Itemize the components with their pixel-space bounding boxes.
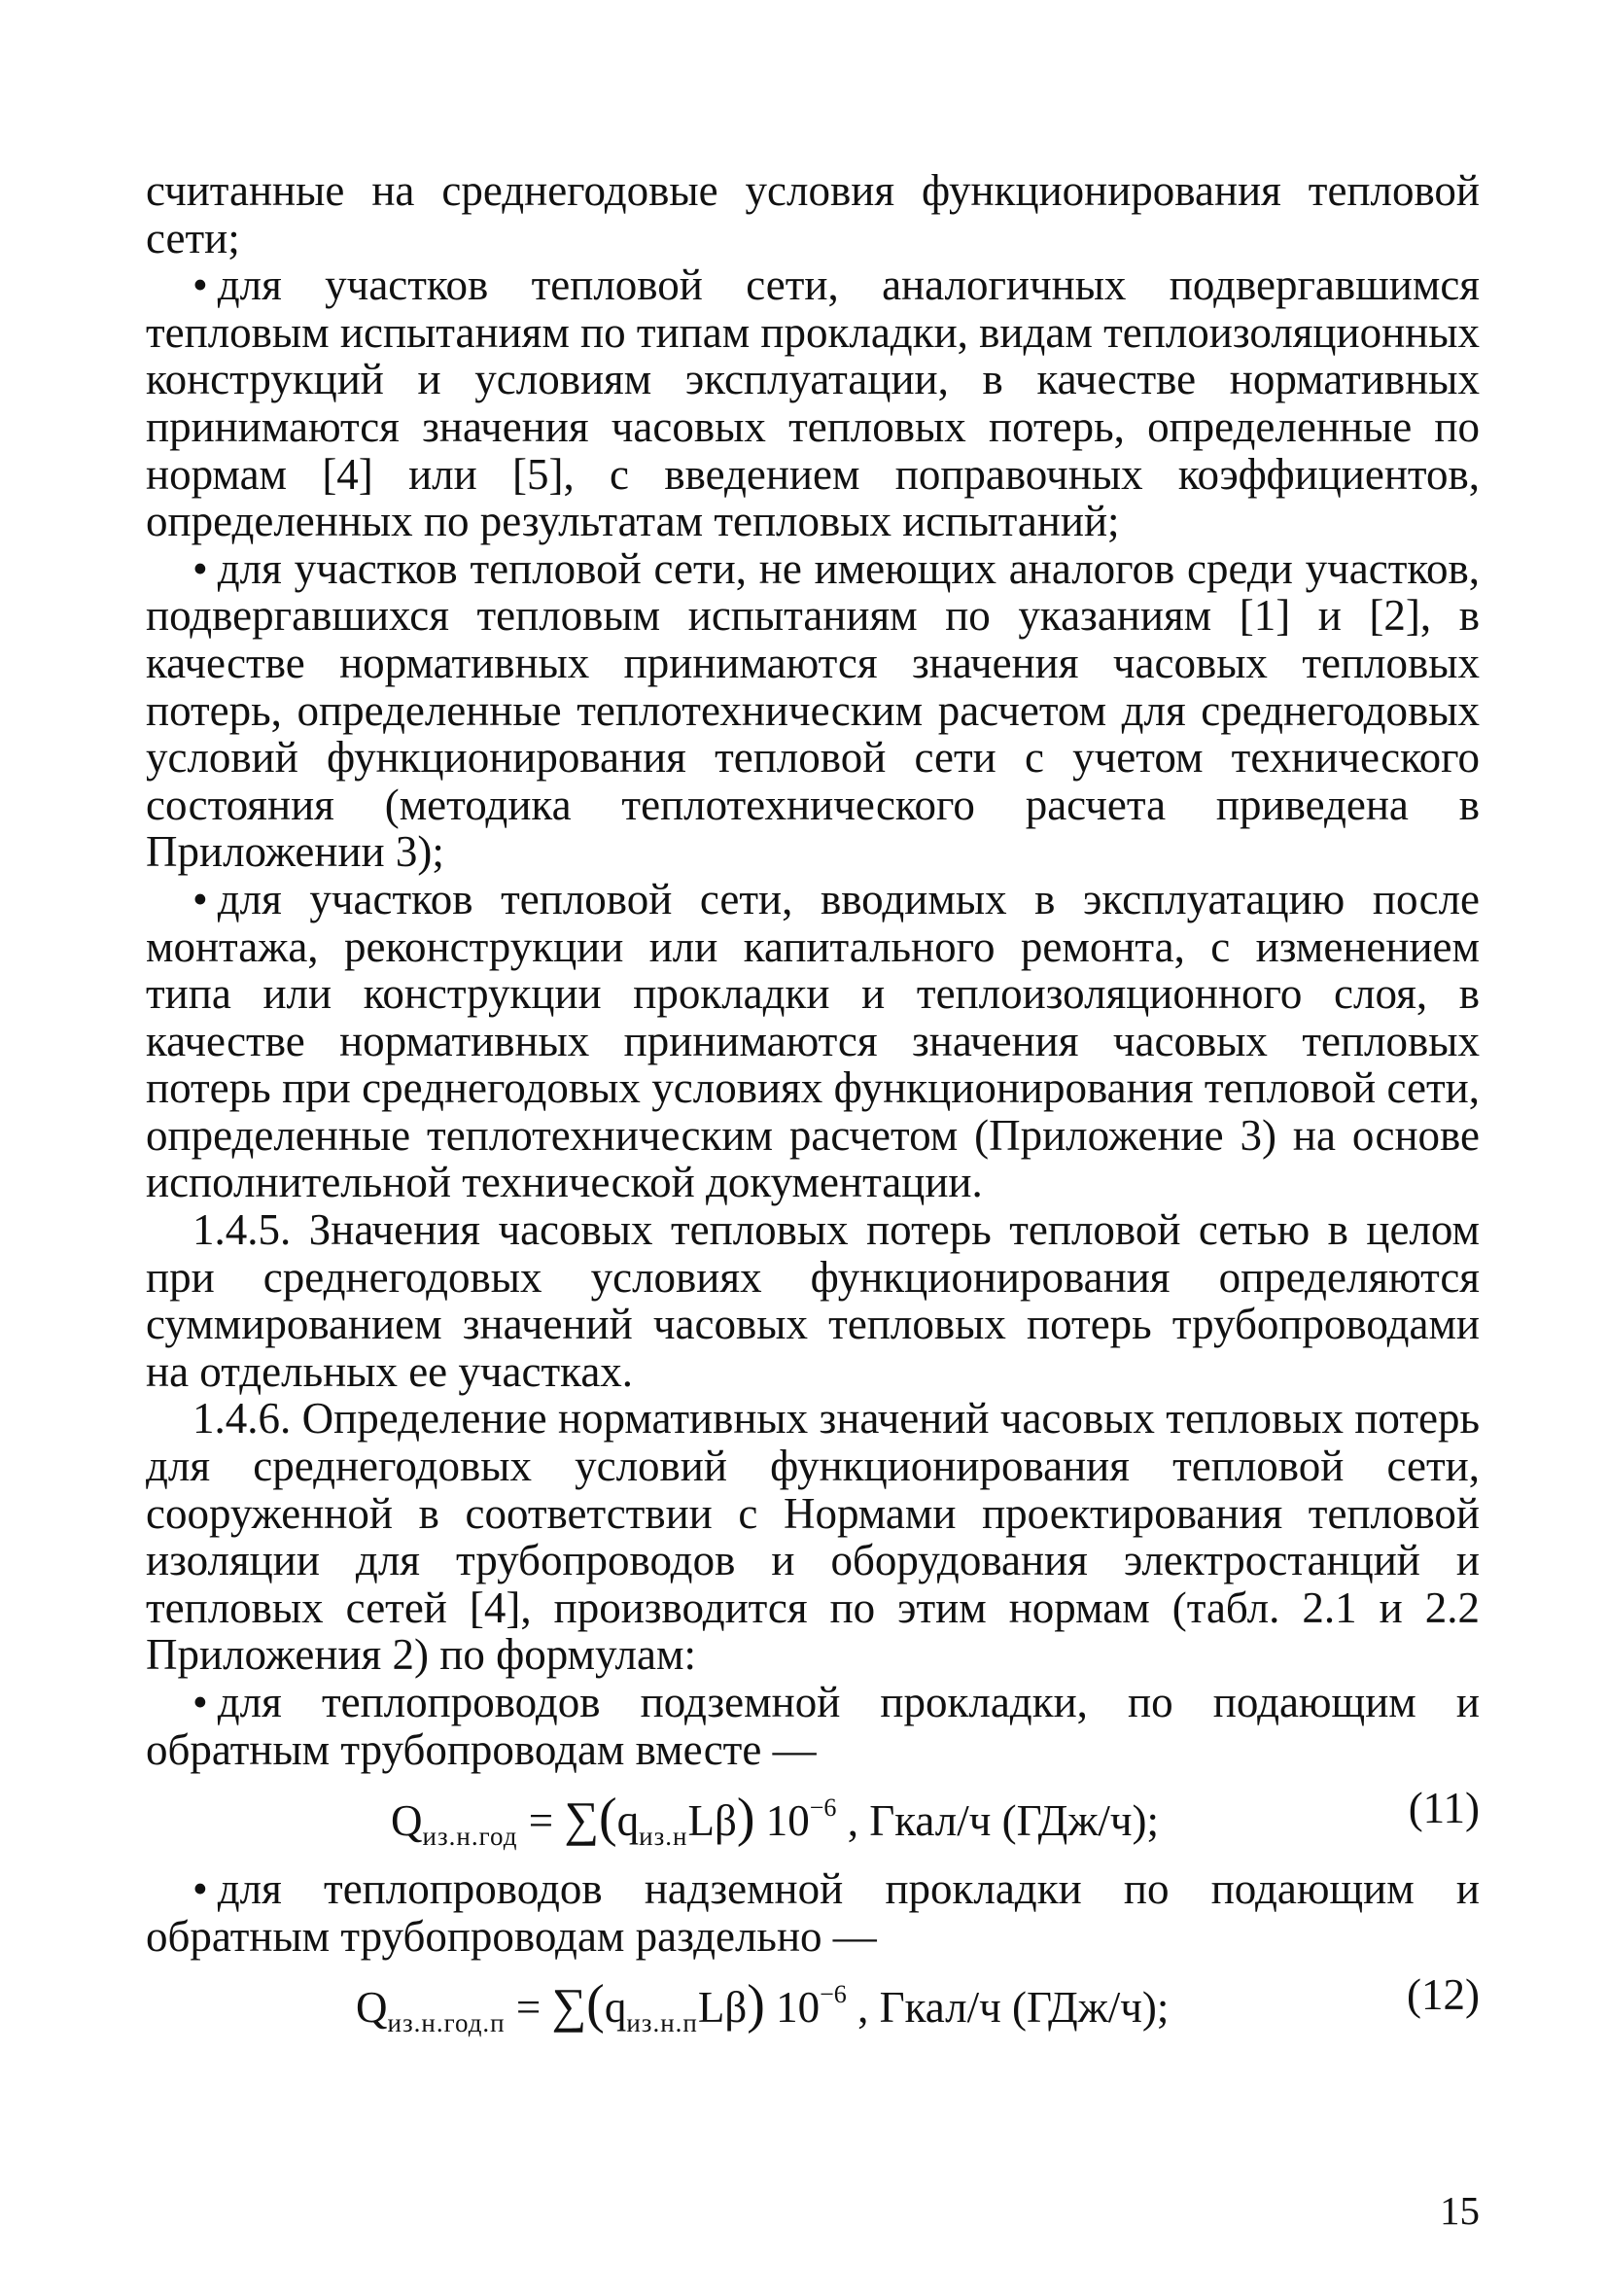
formula-power-base: 10	[776, 1983, 821, 2033]
formula-lhs-subscript: из.н.год	[422, 1822, 518, 1852]
formula-equals: =	[515, 1983, 542, 2033]
paragraph-1-4-6: 1.4.6. Определение нормативных значений часовых тепловых потерь для среднегодовых условий функционирования тепловой сети, сооруженной в соответствии с Нормами проектирования тепловой изоляции для трубопроводов и оборудования электростанций и тепловых сетей [4], производится по этим нормам (табл. 2.1 и 2.2 Приложения 2) по формулам:	[146, 1394, 1480, 1680]
bullet-item-no-analog-sections	[146, 545, 1480, 876]
bullet-text: для участков тепловой сети, аналогичных подвергавшимся тепловым испытаниям по типам прокладки, видам теплоизоляционных конструкций и условиям эксплуатации, в качестве нормативных принимаются значения часовых тепловых потерь, определенные по нормам [4] или [5], с введением поправочных коэффициентов, определенных по результатам тепловых испытаний;	[146, 261, 1480, 546]
formula-units: , Гкал/ч (ГДж/ч);	[857, 1983, 1170, 2033]
formula-number-12: (12)	[1407, 1970, 1480, 2020]
formula-number-11: (11)	[1408, 1784, 1480, 1833]
body-text	[146, 167, 1480, 2052]
sum-symbol: ∑	[551, 1978, 587, 2034]
open-paren: (	[598, 1788, 617, 1849]
formula-11	[391, 1785, 1159, 1861]
bullet-icon: •	[192, 874, 208, 923]
formula-12-row	[146, 1960, 1480, 2052]
bullet-item-new-sections	[146, 876, 1480, 1206]
paragraph-continuation: считанные на среднегодовые условия функционирования тепловой сети;	[146, 166, 1480, 262]
formula-11-row	[146, 1773, 1480, 1865]
close-paren: )	[736, 1788, 755, 1849]
formula-q-subscript: из.н	[639, 1822, 688, 1852]
bullet-item-aboveground	[146, 1865, 1480, 1960]
formula-factor: Lβ	[687, 1796, 737, 1846]
bullet-text: для участков тепловой сети, вводимых в эксплуатацию после монтажа, реконструкции или капитального ремонта, с изменением типа или конструкции прокладки и теплоизоляционного слоя, в качестве нормативных принимаются значения часовых тепловых потерь при среднегодовых условиях функционирования тепловой сети, определенные теплотехническим расчетом (Приложение 3) на основе исполнительной технической документации.	[146, 874, 1480, 1207]
formula-power-exponent: −6	[809, 1793, 837, 1823]
bullet-item-analog-sections	[146, 261, 1480, 545]
formula-q: q	[616, 1796, 640, 1846]
bullet-text: для теплопроводов подземной прокладки, по подающим и обратным трубопроводам вместе —	[146, 1678, 1480, 1774]
formula-lhs: Q	[391, 1796, 423, 1846]
bullet-icon: •	[192, 543, 208, 593]
formula-lhs-subscript: из.н.год.п	[387, 2008, 506, 2038]
formula-units: , Гкал/ч (ГДж/ч);	[847, 1796, 1160, 1846]
formula-equals: =	[528, 1796, 554, 1846]
paragraph-1-4-5: 1.4.5. Значения часовых тепловых потерь тепловой сетью в целом при среднегодовых условиях функционирования определяются суммированием значений часовых тепловых потерь трубопроводами на отдельных ее участках.	[146, 1205, 1480, 1396]
bullet-icon: •	[192, 1864, 208, 1914]
formula-q-subscript: из.н.п	[626, 2008, 698, 2038]
page-number: 15	[1440, 2188, 1480, 2233]
formula-lhs: Q	[356, 1983, 388, 2033]
formula-12	[356, 1971, 1169, 2047]
formula-factor: Lβ	[697, 1983, 748, 2033]
formula-power-base: 10	[765, 1796, 810, 1846]
bullet-icon: •	[192, 261, 208, 310]
bullet-text: для теплопроводов надземной прокладки по подающим и обратным трубопроводам раздельно —	[146, 1864, 1480, 1961]
open-paren: (	[586, 1974, 605, 2035]
sum-symbol: ∑	[564, 1792, 599, 1847]
formula-power-exponent: −6	[820, 1980, 847, 2009]
bullet-text: для участков тепловой сети, не имеющих аналогов среди участков, подвергавшихся тепловым испытаниям по указаниям [1] и [2], в качестве нормативных принимаются значения часовых тепловых потерь, определенные теплотехническим расчетом для среднегодовых условий функционирования тепловой сети с учетом технического состояния (методика теплотехнического расчета приведена в Приложении 3);	[146, 543, 1480, 877]
close-paren: )	[747, 1974, 765, 2035]
formula-q: q	[604, 1983, 627, 2033]
bullet-icon: •	[192, 1678, 208, 1726]
bullet-item-underground	[146, 1679, 1480, 1773]
